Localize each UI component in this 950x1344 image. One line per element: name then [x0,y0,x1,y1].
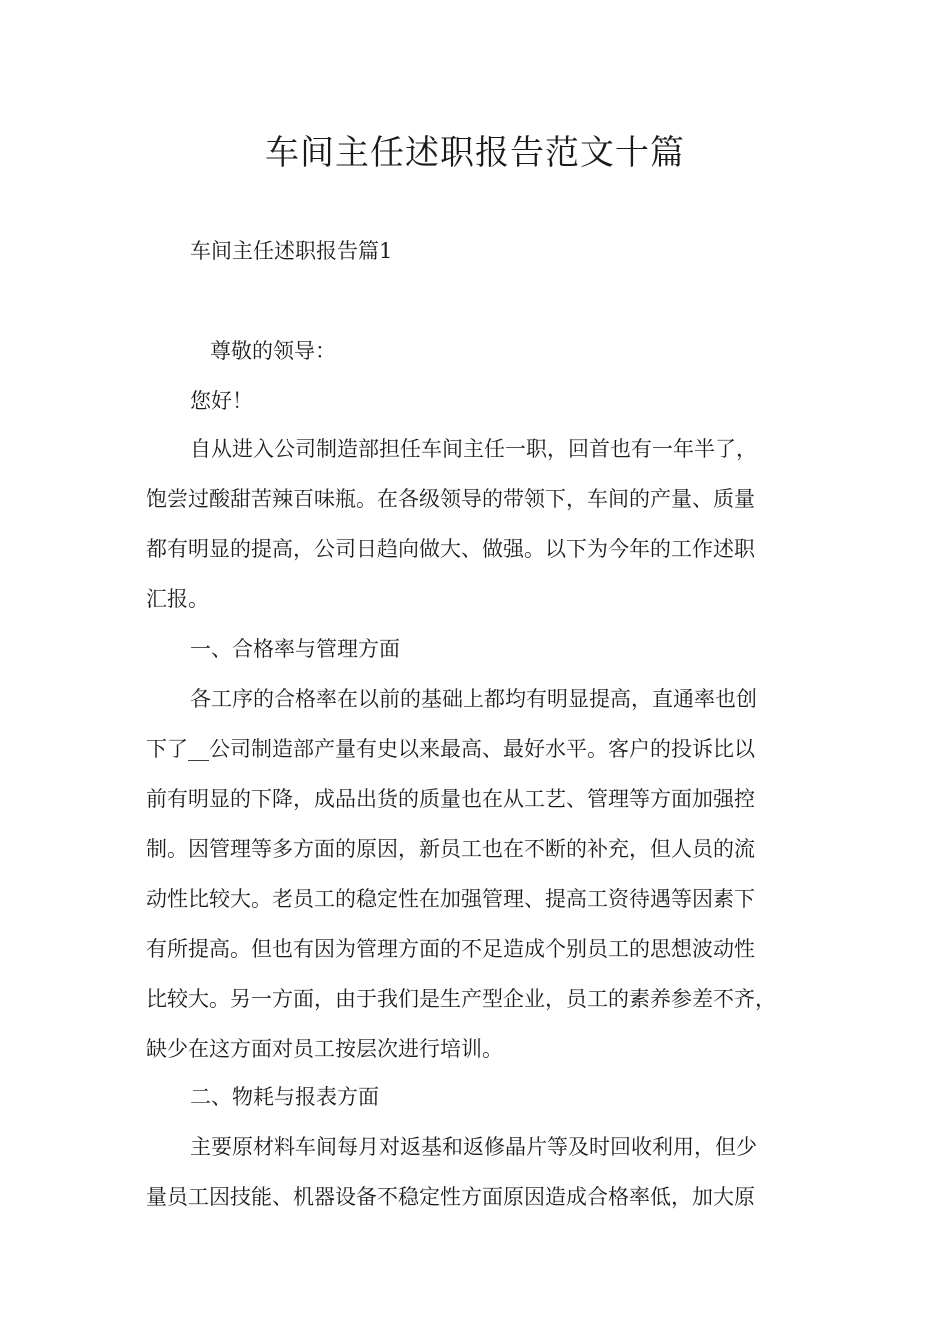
section-heading: 车间主任述职报告篇1 [190,239,393,263]
paragraph-line: 饱尝过酸甜苦辣百味瓶。在各级领导的带领下，车间的产量、质量 [146,487,755,511]
paragraph-line: 制。因管理等多方面的原因，新员工也在不断的补充，但人员的流 [146,837,755,861]
paragraph-line: 有所提高。但也有因为管理方面的不足造成个别员工的思想波动性 [146,937,755,961]
paragraph-line: 比较大。另一方面，由于我们是生产型企业，员工的素养参差不齐， [146,987,776,1011]
paragraph-line: 汇报。 [146,587,209,611]
paragraph-line: 前有明显的下降，成品出货的质量也在从工艺、管理等方面加强控 [146,787,755,811]
paragraph-line: 缺少在这方面对员工按层次进行培训。 [146,1037,503,1061]
greeting: 您好！ [190,389,253,413]
paragraph-line: 主要原材料车间每月对返基和返修晶片等及时回收利用，但少 [190,1135,757,1159]
paragraph-line: 下了__公司制造部产量有史以来最高、最好水平。客户的投诉比以 [146,737,755,761]
paragraph-line: 各工序的合格率在以前的基础上都均有明显提高，直通率也创 [190,687,757,711]
subheading-qualification: 一、合格率与管理方面 [190,637,400,661]
paragraph-line: 自从进入公司制造部担任车间主任一职，回首也有一年半了， [190,437,757,461]
paragraph-line: 量员工因技能、机器设备不稳定性方面原因造成合格率低，加大原 [146,1185,755,1209]
subheading-materials: 二、物耗与报表方面 [190,1085,379,1109]
paragraph-line: 都有明显的提高，公司日趋向做大、做强。以下为今年的工作述职 [146,537,755,561]
salutation: 尊敬的领导： [210,339,336,363]
document-title: 车间主任述职报告范文十篇 [265,133,685,173]
paragraph-line: 动性比较大。老员工的稳定性在加强管理、提高工资待遇等因素下 [146,887,755,911]
